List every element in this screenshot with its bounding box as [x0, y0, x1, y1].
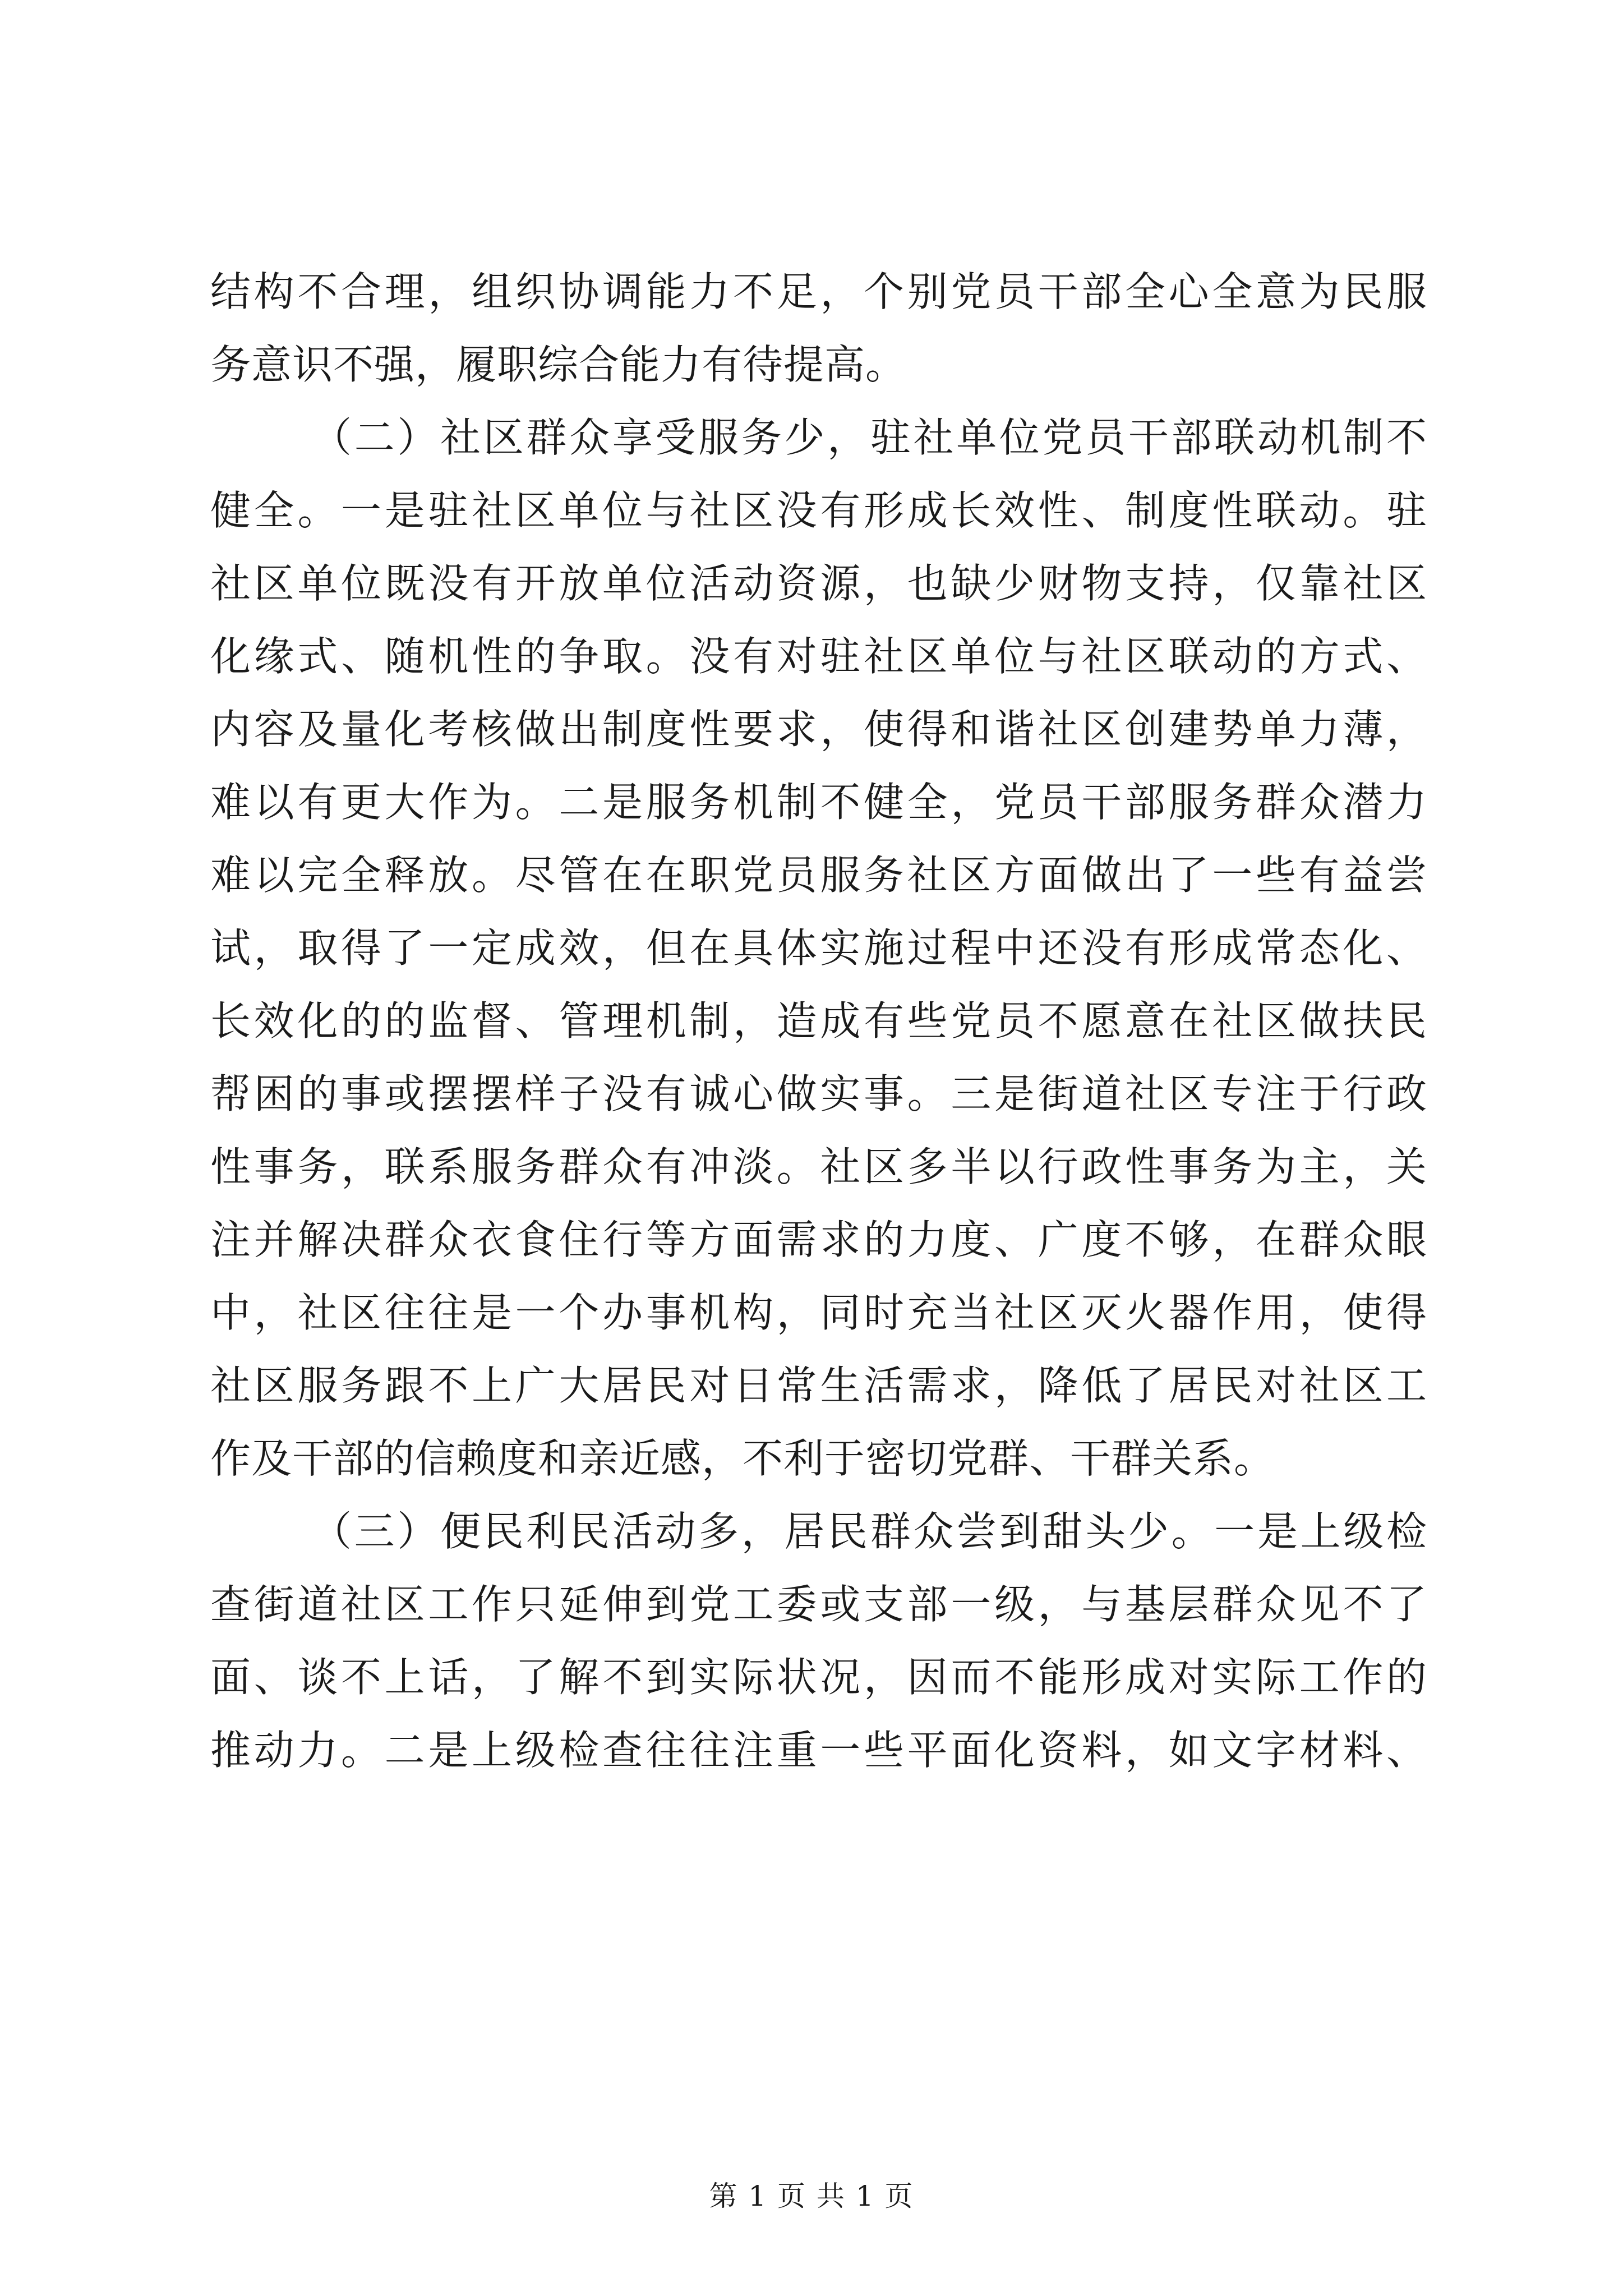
text-line: 务意识不强，履职综合能力有待提高。: [210, 341, 907, 388]
paragraph-start-line: （三）便民利民活动多，居民群众尝到甜头少。一是上级检: [311, 1508, 1427, 1555]
text-line: 结构不合理，组织协调能力不足，个别党员干部全心全意为民服: [210, 268, 1427, 315]
text-line: 社区服务跟不上广大居民对日常生活需求，降低了居民对社区工: [210, 1362, 1427, 1409]
page-number-footer: 第 1 页 共 1 页: [709, 2180, 914, 2212]
paragraph-start-line: （二）社区群众享受服务少，驻社单位党员干部联动机制不: [311, 414, 1427, 461]
text-line: 长效化的的监督、管理机制，造成有些党员不愿意在社区做扶民: [210, 997, 1427, 1045]
document-body: [210, 255, 1427, 1787]
text-line: 难以完全释放。尽管在在职党员服务社区方面做出了一些有益尝: [210, 852, 1427, 899]
text-line: 查街道社区工作只延伸到党工委或支部一级，与基层群众见不了: [210, 1581, 1427, 1628]
text-line: 帮困的事或摆摆样子没有诚心做实事。三是街道社区专注于行政: [210, 1070, 1427, 1117]
text-line: 难以有更大作为。二是服务机制不健全，党员干部服务群众潜力: [210, 779, 1427, 826]
text-line: 化缘式、随机性的争取。没有对驻社区单位与社区联动的方式、: [210, 633, 1427, 680]
text-line: 面、谈不上话，了解不到实际状况，因而不能形成对实际工作的: [210, 1654, 1427, 1701]
text-line: 内容及量化考核做出制度性要求，使得和谐社区创建势单力薄，: [210, 706, 1427, 753]
text-line: 注并解决群众衣食住行等方面需求的力度、广度不够，在群众眼: [210, 1216, 1427, 1263]
text-line: 健全。一是驻社区单位与社区没有形成长效性、制度性联动。驻: [210, 487, 1427, 534]
text-line: 作及干部的信赖度和亲近感，不利于密切党群、干群关系。: [210, 1435, 1275, 1482]
text-line: 社区单位既没有开放单位活动资源，也缺少财物支持，仅靠社区: [210, 560, 1427, 607]
text-line: 试，取得了一定成效，但在具体实施过程中还没有形成常态化、: [210, 924, 1427, 972]
text-line: 推动力。二是上级检查往往注重一些平面化资料，如文字材料、: [210, 1727, 1427, 1774]
text-line: 性事务，联系服务群众有冲淡。社区多半以行政性事务为主，关: [210, 1143, 1427, 1190]
text-line: 中，社区往往是一个办事机构，同时充当社区灭火器作用，使得: [210, 1289, 1427, 1336]
